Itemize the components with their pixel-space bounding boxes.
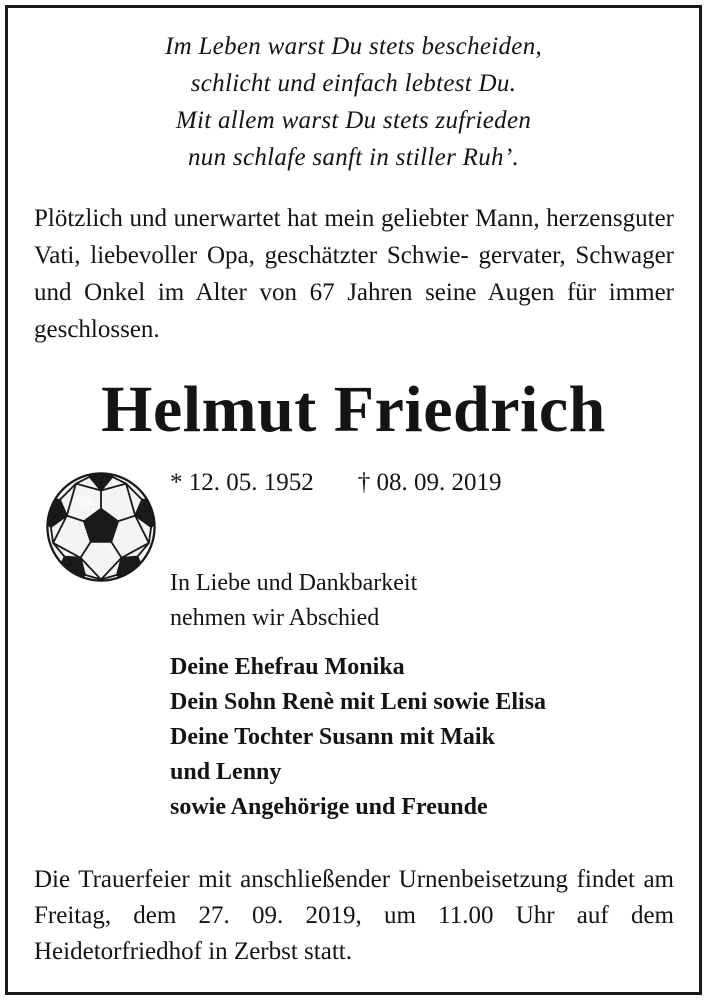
mourner-line: Deine Ehefrau Monika [170, 654, 405, 680]
farewell-line: In Liebe und Dankbarkeit [170, 570, 418, 596]
poem-line: Im Leben warst Du stets bescheiden, [164, 33, 543, 60]
death-date: † 08. 09. 2019 [357, 469, 502, 496]
deceased-name: Helmut Friedrich [101, 373, 606, 446]
birth-date: * 12. 05. 1952 [170, 469, 314, 496]
funeral-details-text: Die Trauerfeier mit anschließender Urnenbeisetzung findet am Freitag, dem 27. 09. 2019, um 11.00 Uhr auf dem Heidetorfriedhof in Zerbst statt. [34, 866, 674, 965]
mourner-line: sowie Angehörige und Freunde [170, 794, 488, 820]
mourner-line: und Lenny [170, 759, 282, 785]
poem-line: nun schlafe sanft in stiller Ruh’. [187, 144, 519, 171]
poem-line: schlicht und einfach lebtest Du. [190, 70, 517, 97]
mourners-list [170, 650, 546, 825]
life-dates [170, 466, 502, 500]
soccer-ball-icon [44, 470, 158, 584]
farewell-line: nehmen wir Abschied [170, 605, 380, 631]
death-announcement-text: Plötzlich und unerwartet hat mein geliebter Mann, herzensguter Vati, liebevoller Opa, geschätzter Schwie- gervater, Schwager und Onkel im Alter von 67 Jahren seine Augen für immer geschlossen. [34, 205, 674, 343]
memorial-poem [0, 28, 707, 176]
mourner-line: Deine Tochter Susann mit Maik [170, 724, 495, 750]
farewell-message [170, 566, 417, 636]
poem-line: Mit allem warst Du stets zufrieden [175, 107, 532, 134]
mourner-line: Dein Sohn Renè mit Leni sowie Elisa [170, 689, 547, 715]
